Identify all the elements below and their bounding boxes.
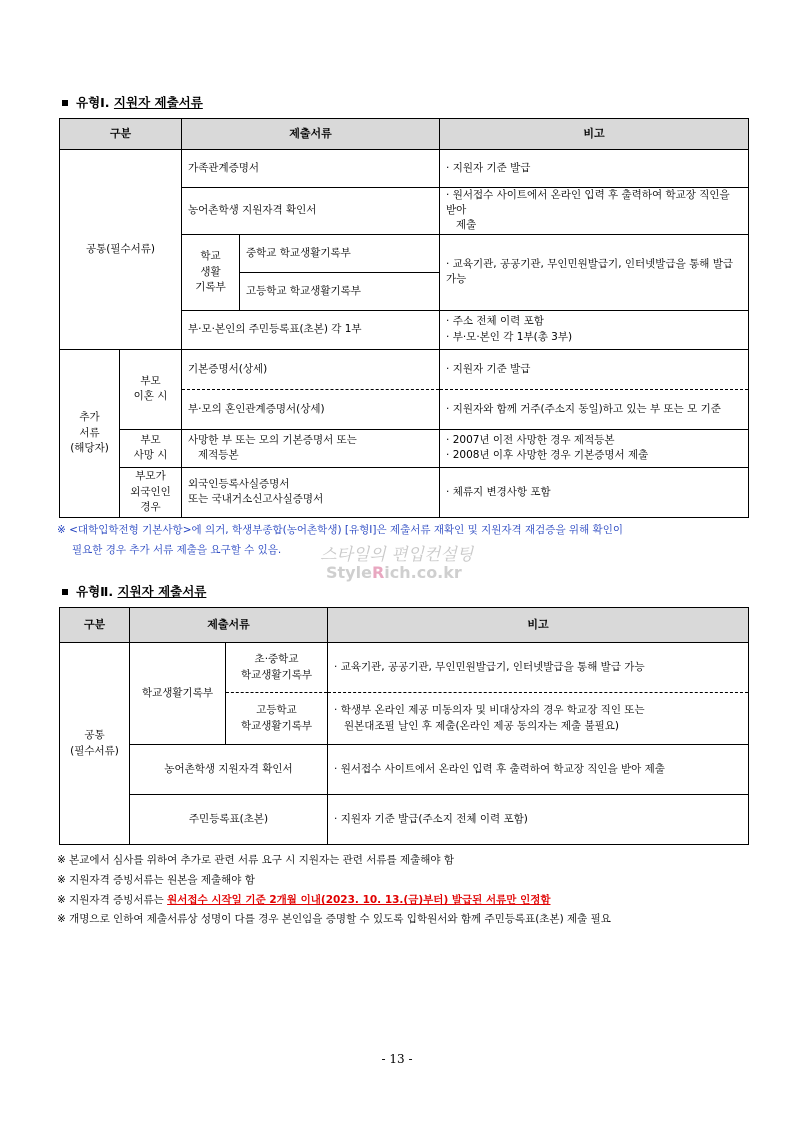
marriage-cert: 부·모의 혼인관계증명서(상세) xyxy=(182,389,440,429)
death-doc: 사망한 부 또는 모의 기본증명서 또는 제적등본 xyxy=(182,429,440,467)
high-school-note: · 학생부 온라인 제공 미동의자 및 비대상자의 경우 학교장 직인 또는 원본대조필 날인 후 제출(온라인 제공 동의자는 제출 불필요) xyxy=(328,693,749,745)
family-cert: 가족관계증명서 xyxy=(182,150,440,188)
square-bullet-icon xyxy=(62,589,68,595)
farm-cert: 농어촌학생 지원자격 확인서 xyxy=(182,188,440,235)
resident-note: · 주소 전체 이력 포함 · 부·모·본인 각 1부(총 3부) xyxy=(440,310,749,349)
resident-reg: 주민등록표(초본) xyxy=(130,795,328,845)
foreign-note: · 체류지 변경사항 포함 xyxy=(440,467,749,517)
death-label: 부모 사망 시 xyxy=(120,429,182,467)
divorce-label: 부모 이혼 시 xyxy=(120,349,182,429)
square-bullet-icon xyxy=(62,100,68,106)
section2-title: 유형Ⅱ. 지원자 제출서류 xyxy=(62,582,206,600)
family-note: · 지원자 기준 발급 xyxy=(440,150,749,188)
elem-mid-note: · 교육기관, 공공기관, 무인민원발급기, 인터넷발급을 통해 발급 가능 xyxy=(328,643,749,693)
marriage-note: · 지원자와 함께 거주(주소지 동일)하고 있는 부 또는 모 기준 xyxy=(440,389,749,429)
section1-table xyxy=(59,118,749,518)
farm-note: · 원서접수 사이트에서 온라인 입력 후 출력하여 학교장 직인을 받아 제출 xyxy=(440,188,749,235)
note-2: ※ 지원자격 증빙서류는 원본을 제출해야 함 xyxy=(57,874,255,886)
note-3: ※ 지원자격 증빙서류는 원서접수 시작일 기준 2개월 이내(2023. 10. 13.(금)부터) 발급된 서류만 인정함 xyxy=(57,894,551,906)
header-category: 구분 xyxy=(60,608,130,643)
header-documents: 제출서류 xyxy=(182,119,440,150)
extra-docs-label: 추가 서류 (해당자) xyxy=(60,349,120,517)
farm-note: · 원서접수 사이트에서 온라인 입력 후 출력하여 학교장 직인을 받아 제출 xyxy=(328,745,749,795)
watermark-url: StyleRich.co.kr xyxy=(326,563,462,582)
foreign-label: 부모가 외국인인 경우 xyxy=(120,467,182,517)
header-category: 구분 xyxy=(60,119,182,150)
resident-note: · 지원자 기준 발급(주소지 전체 이력 포함) xyxy=(328,795,749,845)
page-number: - 13 - xyxy=(381,1052,413,1066)
basic-cert: 기본증명서(상세) xyxy=(182,349,440,389)
section1-note-line1: ※ <대학입학전형 기본사항>에 의거, 학생부종합(농어촌학생) [유형I]은 제출서류 재확인 및 지원자격 재검증을 위해 확인이 xyxy=(57,524,623,536)
header-remarks: 비고 xyxy=(440,119,749,150)
elem-mid-record: 초·중학교 학교생활기록부 xyxy=(226,643,328,693)
header-remarks: 비고 xyxy=(328,608,749,643)
school-record-group: 학교 생활 기록부 xyxy=(182,234,240,310)
school-record-label: 학교생활기록부 xyxy=(130,643,226,745)
section1-title: 유형Ⅰ. 지원자 제출서류 xyxy=(62,93,203,111)
death-note: · 2007년 이전 사망한 경우 제적등본 · 2008년 이후 사망한 경우 기본증명서 제출 xyxy=(440,429,749,467)
common-required-label: 공통(필수서류) xyxy=(60,150,182,350)
section1-note-line2: 필요한 경우 추가 서류 제출을 요구할 수 있음. xyxy=(72,544,282,556)
common-required-label: 공통 (필수서류) xyxy=(60,643,130,845)
basic-note: · 지원자 기준 발급 xyxy=(440,349,749,389)
resident-reg: 부·모·본인의 주민등록표(초본) 각 1부 xyxy=(182,310,440,349)
section2-table xyxy=(59,607,749,845)
high-school-record: 고등학교 학교생활기록부 xyxy=(240,272,440,310)
middle-school-record: 중학교 학교생활기록부 xyxy=(240,234,440,272)
note-1: ※ 본교에서 심사를 위하여 추가로 관련 서류 요구 시 지원자는 관련 서류를 제출해야 함 xyxy=(57,854,455,866)
foreign-doc: 외국인등록사실증명서 또는 국내거소신고사실증명서 xyxy=(182,467,440,517)
high-school-record: 고등학교 학교생활기록부 xyxy=(226,693,328,745)
header-documents: 제출서류 xyxy=(130,608,328,643)
watermark-text: 스타일의 편입컨설팅 xyxy=(320,545,474,565)
farm-cert: 농어촌학생 지원자격 확인서 xyxy=(130,745,328,795)
note-3-emphasis: 원서접수 시작일 기준 2개월 이내(2023. 10. 13.(금)부터) 발급된 서류만 인정함 xyxy=(167,894,551,906)
note-4: ※ 개명으로 인하여 제출서류상 성명이 다를 경우 본인임을 증명할 수 있도록 입학원서와 함께 주민등록표(초본) 제출 필요 xyxy=(57,913,611,925)
record-note: · 교육기관, 공공기관, 무인민원발급기, 인터넷발급을 통해 발급 가능 xyxy=(440,234,749,310)
